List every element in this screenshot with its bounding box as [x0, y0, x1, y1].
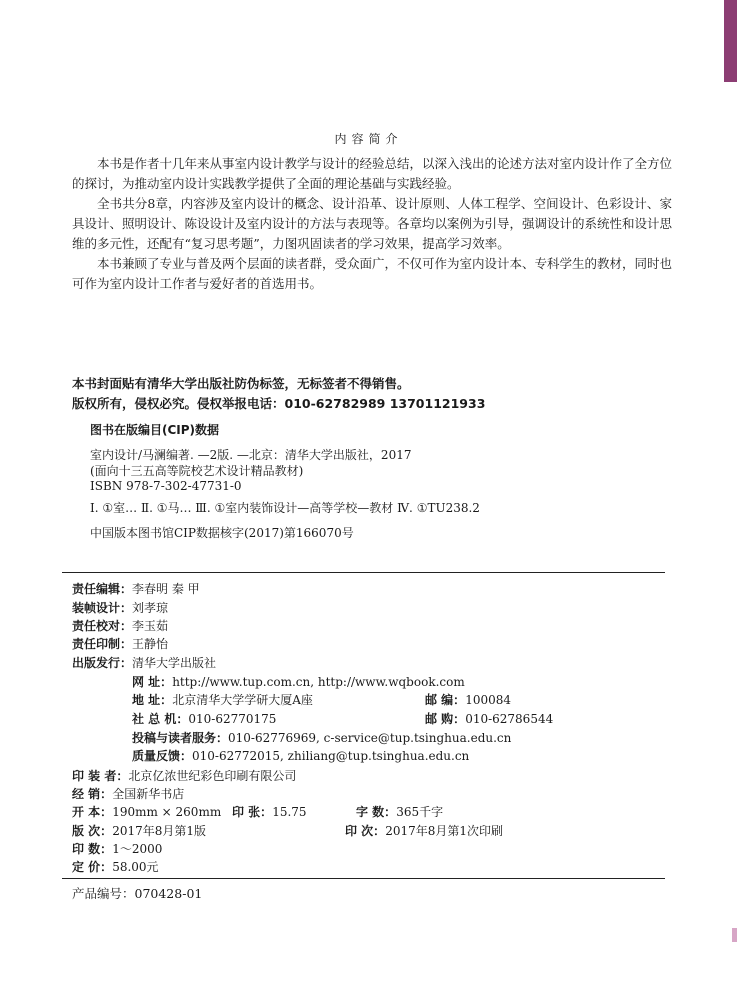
- imprint-value: 全国新华书店: [112, 787, 185, 801]
- imprint-value: 北京亿浓世纪彩色印刷有限公司: [128, 769, 297, 783]
- imprint-value: 100084: [465, 693, 511, 707]
- summary-paragraph: 全书共分8章，内容涉及室内设计的概念、设计沿革、设计原则、人体工程学、空间设计、色彩设计、家具设计、照明设计、陈设设计及室内设计的方法与表现等。各章均以案例为引导，强调设计的系统性和设计思维的多元性，还配有“复习思考题”，力图巩固读者的学习效果，提高学习效率。: [72, 196, 673, 251]
- divider-rule: [62, 878, 665, 879]
- imprint-zipcode: [425, 691, 511, 708]
- imprint-label: 定 价：: [72, 860, 113, 874]
- imprint-label: 社 总 机：: [132, 712, 189, 726]
- imprint-sheets: [232, 803, 307, 820]
- imprint-value: 15.75: [272, 805, 307, 819]
- imprint-publisher: [72, 654, 216, 671]
- imprint-editor: [72, 580, 200, 597]
- rights-notice: 版权所有，侵权必究。侵权举报电话：010-62782989 13701121933: [72, 396, 486, 411]
- imprint-label: 版 次：: [72, 824, 113, 838]
- imprint-value: 北京清华大学学研大厦A座: [172, 693, 313, 707]
- imprint-value: 王静怡: [132, 637, 169, 651]
- imprint-value: 190mm × 260mm: [112, 805, 222, 819]
- imprint-proofreader: [72, 617, 168, 634]
- imprint-design: [72, 599, 168, 616]
- imprint-value: http://www.tup.com.cn, http://www.wqbook.com: [172, 675, 465, 689]
- imprint-value: 365千字: [396, 805, 444, 819]
- imprint-label: 印 装 者：: [72, 769, 129, 783]
- imprint-value: 010-62786544: [465, 712, 554, 726]
- imprint-word-count: [356, 803, 443, 820]
- imprint-label: 地 址：: [132, 693, 173, 707]
- imprint-label: 邮 购：: [425, 712, 466, 726]
- imprint-label: 网 址：: [132, 675, 173, 689]
- imprint-label: 责任校对：: [72, 619, 133, 633]
- summary-paragraph: 本书兼顾了专业与普及两个层面的读者群，受众面广，不仅可作为室内设计本、专科学生的教材，同时也可作为室内设计工作者与爱好者的首选用书。: [72, 256, 673, 291]
- imprint-format: [72, 803, 221, 820]
- imprint-value: 清华大学出版社: [132, 656, 217, 670]
- imprint-printer: [72, 767, 296, 784]
- summary-body: [72, 154, 672, 294]
- imprint-label: 开 本：: [72, 805, 113, 819]
- imprint-reader-service: [132, 729, 511, 746]
- imprint-quality-feedback: [132, 747, 469, 764]
- cip-heading: 图书在版编目(CIP)数据: [90, 423, 220, 437]
- imprint-value: 李春明 秦 甲: [132, 582, 200, 596]
- imprint-address: [132, 691, 313, 708]
- imprint-switchboard: [132, 710, 276, 727]
- imprint-price: [72, 858, 159, 875]
- cip-isbn: ISBN 978-7-302-47731-0: [90, 479, 242, 493]
- imprint-label: 出版发行：: [72, 656, 133, 670]
- edge-tab: [724, 0, 737, 82]
- product-code: 产品编号：070428-01: [72, 886, 203, 901]
- cip-record-number: 中国版本图书馆CIP数据核字(2017)第166070号: [90, 526, 354, 540]
- imprint-label: 装帧设计：: [72, 601, 133, 615]
- imprint-distributor: [72, 785, 184, 802]
- imprint-label: 印 张：: [232, 805, 273, 819]
- imprint-value: 刘孝琼: [132, 601, 169, 615]
- edge-tab-mark: [732, 928, 737, 942]
- imprint-value: 2017年8月第1次印刷: [385, 824, 503, 838]
- imprint-label: 邮 编：: [425, 693, 466, 707]
- imprint-impression: [345, 822, 503, 839]
- summary-title: 内容简介: [334, 132, 403, 146]
- imprint-print-run: [72, 840, 162, 857]
- divider-rule: [62, 572, 665, 573]
- imprint-label: 责任印制：: [72, 637, 133, 651]
- imprint-value: 2017年8月第1版: [112, 824, 206, 838]
- imprint-label: 印 次：: [345, 824, 386, 838]
- imprint-label: 责任编辑：: [72, 582, 133, 596]
- cip-series-line: (面向十三五高等院校艺术设计精品教材): [90, 464, 304, 478]
- imprint-label: 经 销：: [72, 787, 113, 801]
- cip-title-line: 室内设计/马澜编著. —2版. —北京：清华大学出版社，2017: [90, 448, 412, 462]
- imprint-value: 010-62770175: [188, 712, 277, 726]
- imprint-label: 质量反馈：: [132, 749, 193, 763]
- imprint-value: 李玉茹: [132, 619, 169, 633]
- imprint-label: 字 数：: [356, 805, 397, 819]
- summary-paragraph: 本书是作者十几年来从事室内设计教学与设计的经验总结，以深入浅出的论述方法对室内设计作了全方位的探讨，为推动室内设计实践教学提供了全面的理论基础与实践经验。: [72, 156, 673, 191]
- anti-counterfeit-notice: 本书封面贴有清华大学出版社防伪标签，无标签者不得销售。: [72, 376, 410, 391]
- imprint-edition: [72, 822, 206, 839]
- cip-subjects: Ⅰ. ①室… Ⅱ. ①马… Ⅲ. ①室内装饰设计—高等学校—教材 Ⅳ. ①TU238.2: [90, 501, 480, 515]
- imprint-print-manager: [72, 635, 168, 652]
- imprint-value: 58.00元: [112, 860, 159, 874]
- imprint-label: 印 数：: [72, 842, 113, 856]
- imprint-value: 1～2000: [112, 842, 163, 856]
- imprint-label: 投稿与读者服务：: [132, 731, 229, 745]
- imprint-value: 010-62776969, c-service@tup.tsinghua.edu.cn: [228, 731, 512, 745]
- imprint-website: [132, 673, 465, 690]
- imprint-value: 010-62772015, zhiliang@tup.tsinghua.edu.cn: [192, 749, 470, 763]
- imprint-mail-order: [425, 710, 553, 727]
